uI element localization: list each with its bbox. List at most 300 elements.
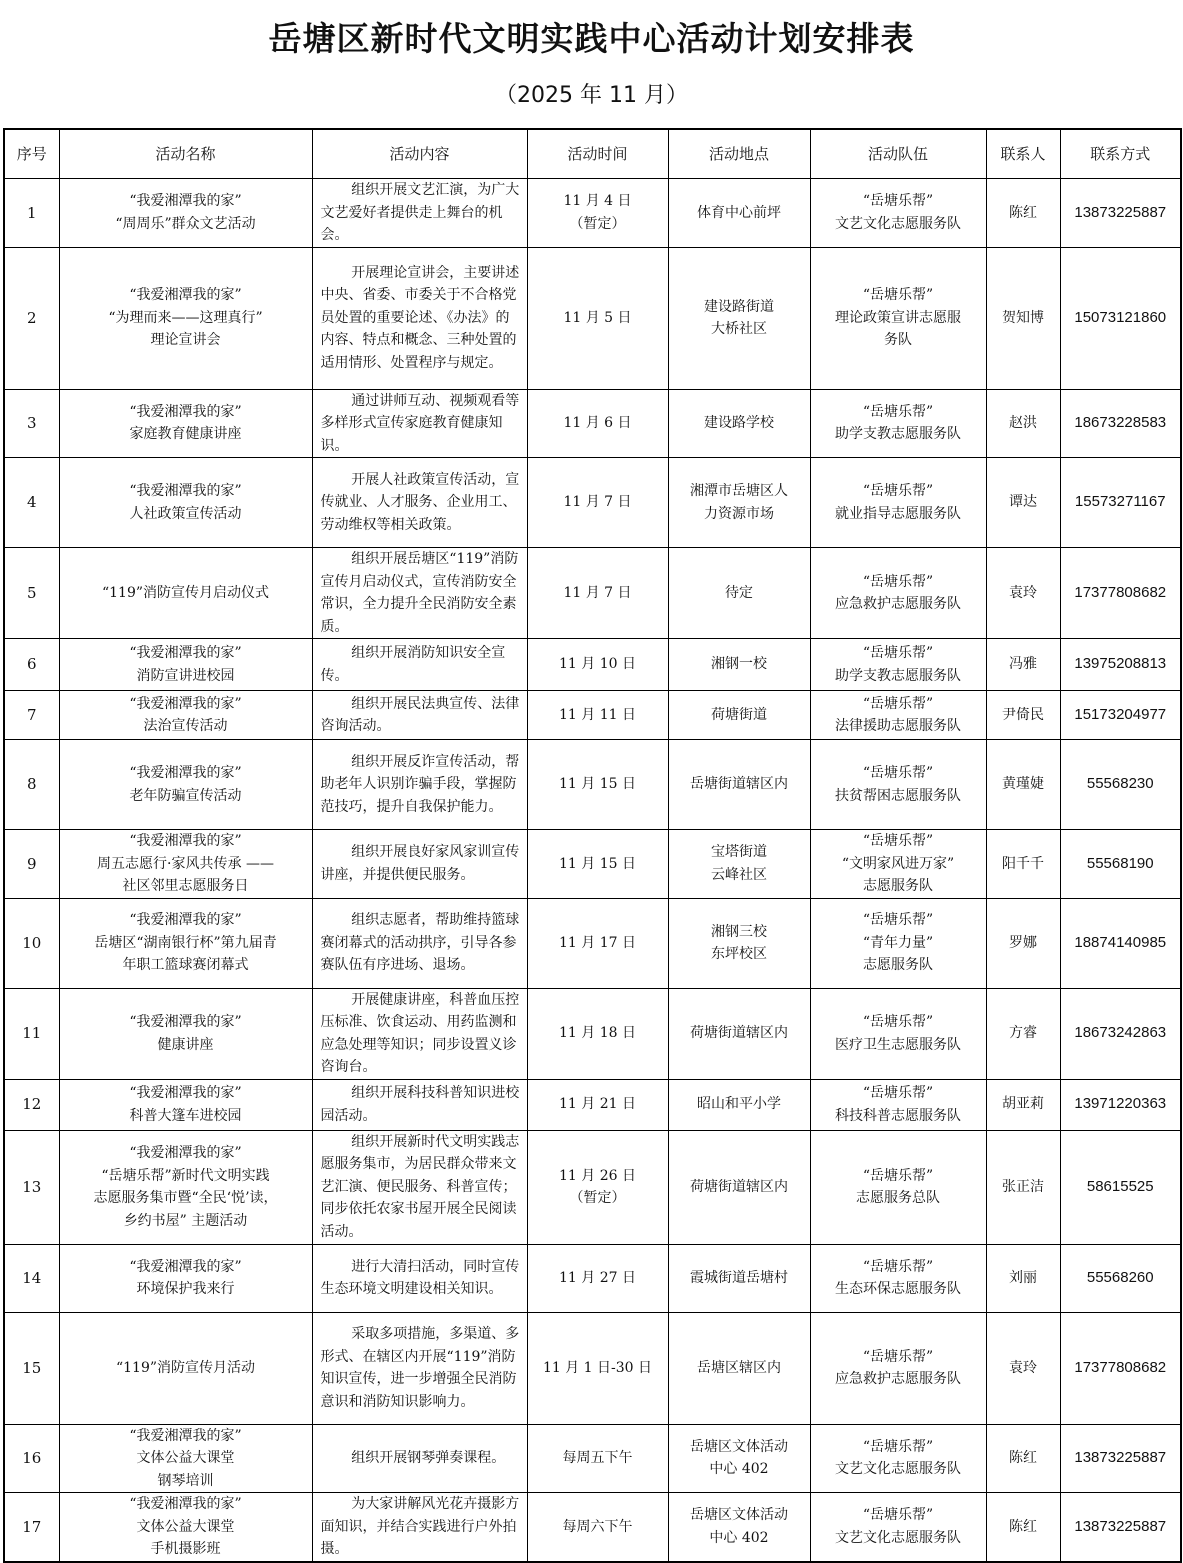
cell-activity-name-text: 理论宣讲会 <box>150 332 221 349</box>
table-row <box>4 1424 1181 1493</box>
cell-contact-phone-text: 55568260 <box>1086 1268 1154 1286</box>
cell-activity-content <box>312 179 527 248</box>
cell-activity-team <box>810 830 986 899</box>
cell-activity-name-text: 文体公益大课堂 <box>136 1518 235 1535</box>
cell-activity-place-text: 待定 <box>725 584 753 601</box>
cell-activity-place-text: 荷塘街道 <box>711 706 767 723</box>
cell-activity-team-text: 务队 <box>884 332 912 349</box>
cell-activity-name <box>59 179 312 248</box>
cell-no <box>4 988 59 1079</box>
cell-activity-place-text: 湘钢三校 <box>711 923 767 940</box>
cell-activity-name-text: 人社政策宣传活动 <box>129 505 242 522</box>
cell-contact-phone-text: 18673228583 <box>1074 414 1167 431</box>
cell-activity-content <box>312 458 527 548</box>
cell-activity-content-text: 组织开展科技科普知识进校园活动。 <box>320 1085 520 1124</box>
cell-activity-team-text: 应急救护志愿服务队 <box>835 596 961 612</box>
cell-no-text: 6 <box>26 655 37 674</box>
cell-contact-person-text: 贺知博 <box>1002 309 1044 326</box>
header-no: 序号 <box>4 129 59 179</box>
cell-activity-name <box>59 691 312 740</box>
cell-contact-person-text: 陈红 <box>1009 1518 1037 1535</box>
cell-activity-team-text: “岳塘乐帮” <box>862 1014 934 1030</box>
cell-activity-team-text: “文明家风进万家” <box>841 855 955 872</box>
cell-no-text: 8 <box>26 775 37 794</box>
cell-contact-phone <box>1060 179 1181 248</box>
cell-activity-time <box>527 1312 668 1424</box>
table-row <box>4 389 1181 458</box>
cell-contact-phone <box>1060 691 1181 740</box>
cell-no <box>4 830 59 899</box>
cell-activity-time-text: 11 月 7 日 <box>563 494 632 511</box>
cell-activity-name-text: 家庭教育健康讲座 <box>129 426 242 443</box>
cell-activity-place-text: 湘潭市岳塘区人 <box>690 483 788 499</box>
cell-contact-person <box>986 1130 1060 1244</box>
cell-activity-time <box>527 639 668 691</box>
cell-activity-place <box>668 691 810 740</box>
cell-activity-time-text: 11 月 26 日 <box>559 1167 636 1184</box>
cell-activity-time <box>527 1424 668 1493</box>
cell-activity-team-text: “岳塘乐帮” <box>862 287 934 304</box>
cell-activity-name-text: “我爱湘潭我的家” <box>129 833 242 849</box>
cell-no <box>4 548 59 639</box>
cell-activity-content-text: 组织开展良好家风家训宣传讲座，并提供便民服务。 <box>320 844 520 883</box>
cell-activity-place <box>668 639 810 691</box>
cell-activity-team <box>810 247 986 389</box>
cell-contact-phone-text: 18874140985 <box>1074 933 1167 951</box>
cell-no <box>4 639 59 691</box>
cell-contact-person-text: 谭达 <box>1009 494 1037 511</box>
cell-no <box>4 1424 59 1493</box>
cell-activity-name-text: 乡约书屋” 主题活动 <box>123 1212 248 1229</box>
cell-activity-content <box>312 691 527 740</box>
cell-activity-team-text: “岳塘乐帮” <box>862 765 934 781</box>
cell-activity-time-text: 11 月 6 日 <box>563 415 632 431</box>
cell-activity-place-text: 云峰社区 <box>711 866 767 883</box>
cell-activity-name <box>59 458 312 548</box>
cell-activity-time-text: 每周六下午 <box>562 1518 633 1535</box>
cell-no-text: 11 <box>22 1024 42 1043</box>
cell-contact-phone <box>1060 458 1181 548</box>
cell-contact-person <box>986 548 1060 639</box>
cell-activity-name <box>59 389 312 458</box>
cell-activity-name-text: “我爱湘潭我的家” <box>129 1145 242 1161</box>
cell-activity-time <box>527 1079 668 1130</box>
cell-activity-name-text: “我爱湘潭我的家” <box>129 1014 242 1030</box>
cell-activity-time-text: （暂定） <box>569 215 626 232</box>
cell-activity-name-text: 老年防骗宣传活动 <box>129 787 242 804</box>
cell-activity-team <box>810 458 986 548</box>
cell-activity-place <box>668 1493 810 1562</box>
cell-activity-team-text: “岳塘乐帮” <box>862 1085 934 1101</box>
cell-activity-time-text: 11 月 7 日 <box>563 584 632 601</box>
cell-activity-name-text: 手机摄影班 <box>150 1541 221 1557</box>
cell-activity-time-text: 11 月 17 日 <box>559 934 636 951</box>
cell-activity-place-text: 建设路学校 <box>704 415 774 431</box>
cell-activity-name-text: “我爱湘潭我的家” <box>129 695 242 712</box>
cell-activity-content-text: 开展健康讲座，科普血压控压标准、饮食运动、用药监测和应急处理等知识；同步设置义诊咨询台。 <box>320 991 520 1075</box>
cell-activity-team <box>810 898 986 988</box>
cell-activity-team <box>810 1244 986 1312</box>
cell-no-text: 16 <box>22 1449 42 1467</box>
cell-activity-content-text: 组织开展钢琴弹奏课程。 <box>351 1450 506 1466</box>
cell-activity-content-text: 组织开展民法典宣传、法律咨询活动。 <box>320 695 520 734</box>
cell-contact-person <box>986 389 1060 458</box>
header-time: 活动时间 <box>527 129 668 179</box>
cell-no-text: 4 <box>26 493 37 512</box>
cell-activity-place <box>668 179 810 248</box>
cell-contact-person <box>986 830 1060 899</box>
cell-contact-person-text: 袁玲 <box>1009 1359 1037 1376</box>
cell-no <box>4 1079 59 1130</box>
cell-no <box>4 1244 59 1312</box>
cell-activity-content <box>312 898 527 988</box>
cell-no-text: 14 <box>22 1268 42 1287</box>
cell-activity-team-text: 生态环保志愿服务队 <box>835 1281 961 1297</box>
cell-activity-name-text: “我爱湘潭我的家” <box>129 645 242 661</box>
cell-contact-phone-text: 13873225887 <box>1074 1449 1167 1466</box>
cell-contact-phone <box>1060 548 1181 639</box>
cell-activity-team <box>810 179 986 248</box>
cell-activity-time <box>527 389 668 458</box>
header-name: 活动名称 <box>59 129 312 179</box>
cell-contact-phone <box>1060 988 1181 1079</box>
cell-activity-team-text: “岳塘乐帮” <box>862 912 934 929</box>
cell-activity-place <box>668 458 810 548</box>
cell-activity-content-text: 通过讲师互动、视频观看等多样形式宣传家庭教育健康知识。 <box>320 392 520 454</box>
cell-activity-team-text: 法律援助志愿服务队 <box>835 718 961 734</box>
cell-activity-team <box>810 1493 986 1562</box>
cell-no-text: 12 <box>22 1095 42 1114</box>
cell-activity-team-text: “岳塘乐帮” <box>862 1258 934 1275</box>
cell-activity-place-text: 力资源市场 <box>704 505 774 522</box>
table-row <box>4 988 1181 1079</box>
cell-activity-content <box>312 1079 527 1130</box>
cell-contact-phone-text: 13975208813 <box>1074 655 1167 673</box>
cell-activity-team-text: 扶贫帮困志愿服务队 <box>835 787 961 804</box>
cell-activity-name-text: 年职工篮球赛闭幕式 <box>122 957 249 974</box>
cell-activity-name <box>59 1079 312 1130</box>
cell-activity-team-text: 科技科普志愿服务队 <box>835 1107 961 1124</box>
cell-activity-team-text: 助学支教志愿服务队 <box>835 426 961 443</box>
cell-contact-person <box>986 988 1060 1079</box>
cell-contact-person-text: 陈红 <box>1009 204 1037 221</box>
cell-activity-team <box>810 1424 986 1493</box>
cell-activity-name-text: 科普大篷车进校园 <box>129 1107 242 1124</box>
cell-contact-person-text: 罗娜 <box>1009 934 1037 951</box>
cell-activity-team-text: “岳塘乐帮” <box>862 1438 934 1455</box>
cell-contact-phone-text: 15173204977 <box>1074 705 1167 723</box>
cell-activity-team-text: “岳塘乐帮” <box>862 1507 934 1524</box>
cell-activity-content-text: 组织开展反诈宣传活动，帮助老年人识别诈骗手段，掌握防范技巧，提升自我保护能力。 <box>320 753 520 815</box>
cell-contact-phone-text: 15073121860 <box>1074 308 1167 326</box>
cell-activity-time <box>527 1130 668 1244</box>
cell-activity-name <box>59 548 312 639</box>
cell-contact-person <box>986 1244 1060 1312</box>
document-title: 岳塘区新时代文明实践中心活动计划安排表 <box>268 19 915 58</box>
cell-activity-team <box>810 1079 986 1130</box>
cell-contact-phone <box>1060 389 1181 458</box>
cell-activity-time <box>527 740 668 830</box>
cell-activity-name-text: “我爱湘潭我的家” <box>129 403 242 420</box>
cell-activity-name <box>59 1424 312 1493</box>
cell-activity-team-text: 志愿服务总队 <box>856 1190 940 1206</box>
cell-activity-time-text: 11 月 10 日 <box>559 656 636 673</box>
cell-activity-name <box>59 740 312 830</box>
cell-no <box>4 1493 59 1562</box>
cell-activity-place <box>668 247 810 389</box>
cell-no-text: 9 <box>26 854 37 873</box>
header-phone: 联系方式 <box>1060 129 1181 179</box>
cell-contact-person <box>986 458 1060 548</box>
cell-activity-content <box>312 247 527 389</box>
cell-activity-team <box>810 548 986 639</box>
table-row <box>4 1130 1181 1244</box>
cell-contact-phone <box>1060 639 1181 691</box>
cell-activity-place <box>668 830 810 899</box>
cell-activity-place-text: 荷塘街道辖区内 <box>690 1025 788 1042</box>
cell-activity-name-text: 文体公益大课堂 <box>136 1450 235 1466</box>
cell-contact-phone-text: 58615525 <box>1086 1177 1154 1195</box>
cell-activity-content-text: 组织开展文艺汇演，为广大文艺爱好者提供走上舞台的机会。 <box>320 182 520 243</box>
cell-no-text: 3 <box>26 414 37 432</box>
cell-activity-place-text: 体育中心前坪 <box>697 204 781 221</box>
cell-activity-name <box>59 898 312 988</box>
cell-activity-name <box>59 988 312 1079</box>
cell-activity-time-text: （暂定） <box>569 1190 626 1206</box>
cell-activity-time <box>527 247 668 389</box>
cell-activity-content <box>312 548 527 639</box>
cell-activity-place <box>668 548 810 639</box>
cell-activity-name <box>59 1130 312 1244</box>
cell-activity-name-text: “我爱湘潭我的家” <box>129 483 242 499</box>
cell-contact-person <box>986 1493 1060 1562</box>
cell-activity-team-text: “岳塘乐帮” <box>862 483 934 499</box>
table-row <box>4 740 1181 830</box>
cell-activity-time-text: 11 月 1 日-30 日 <box>542 1359 653 1376</box>
table-row <box>4 1244 1181 1312</box>
cell-contact-person-text: 阳千千 <box>1002 855 1044 872</box>
cell-activity-team-text: 助学支教志愿服务队 <box>835 667 961 684</box>
cell-no <box>4 458 59 548</box>
cell-activity-place-text: 中心 402 <box>709 1461 769 1478</box>
cell-contact-phone-text: 17377808682 <box>1074 583 1167 601</box>
cell-contact-phone-text: 13971220363 <box>1074 1095 1167 1113</box>
cell-activity-content <box>312 988 527 1079</box>
cell-contact-phone <box>1060 1493 1181 1562</box>
cell-no-text: 7 <box>26 705 37 724</box>
cell-activity-place <box>668 1079 810 1130</box>
cell-activity-name-text: 环境保护我来行 <box>136 1281 235 1297</box>
cell-activity-team-text: “岳塘乐帮” <box>862 573 934 590</box>
cell-activity-name-text: “为理而来——这理真行” <box>108 309 263 326</box>
cell-activity-place-text: 岳塘街道辖区内 <box>690 776 788 793</box>
cell-activity-content-text: 进行大清扫活动，同时宣传生态环境文明建设相关知识。 <box>320 1258 520 1297</box>
cell-no-text: 13 <box>22 1177 42 1196</box>
cell-contact-phone <box>1060 898 1181 988</box>
cell-activity-time <box>527 988 668 1079</box>
cell-activity-name-text: “119”消防宣传月启动仪式 <box>101 584 270 601</box>
cell-activity-name-text: “我爱湘潭我的家” <box>129 765 242 781</box>
cell-activity-place-text: 中心 402 <box>709 1529 769 1546</box>
cell-activity-content-text: 采取多项措施，多渠道、多形式、在辖区内开展“119”消防知识宣传，进一步增强全民消防意识和消防知识影响力。 <box>320 1326 520 1410</box>
cell-activity-place-text: 东坪校区 <box>711 946 767 962</box>
cell-no <box>4 1312 59 1424</box>
cell-activity-name-text: 岳塘区“湖南银行杯”第九届青 <box>94 934 277 951</box>
header-content: 活动内容 <box>312 129 527 179</box>
cell-activity-team <box>810 1312 986 1424</box>
cell-contact-person-text: 陈红 <box>1009 1450 1037 1466</box>
cell-activity-team-text: 医疗卫生志愿服务队 <box>835 1036 961 1053</box>
cell-contact-phone-text: 55568190 <box>1086 854 1154 872</box>
cell-activity-place-text: 岳塘区辖区内 <box>697 1359 781 1376</box>
cell-activity-team-text: 文艺文化志愿服务队 <box>835 1529 961 1546</box>
cell-contact-person-text: 袁玲 <box>1009 584 1037 601</box>
cell-contact-person-text: 刘丽 <box>1009 1269 1037 1286</box>
cell-contact-phone-text: 17377808682 <box>1074 1358 1167 1376</box>
cell-contact-phone <box>1060 740 1181 830</box>
cell-contact-person-text: 胡亚莉 <box>1002 1096 1044 1113</box>
cell-activity-name-text: 周五志愿行·家风共传承 —— <box>97 855 274 872</box>
cell-activity-team <box>810 691 986 740</box>
cell-activity-team-text: “岳塘乐帮” <box>862 1348 934 1365</box>
cell-activity-content <box>312 1424 527 1493</box>
cell-contact-phone <box>1060 1244 1181 1312</box>
cell-activity-name-text: “我爱湘潭我的家” <box>129 912 242 929</box>
cell-activity-time <box>527 691 668 740</box>
cell-activity-place <box>668 1130 810 1244</box>
cell-activity-name <box>59 1493 312 1562</box>
cell-activity-name <box>59 830 312 899</box>
header-place: 活动地点 <box>668 129 810 179</box>
cell-activity-place-text: 湘钢一校 <box>711 656 767 673</box>
cell-activity-team-text: 文艺文化志愿服务队 <box>835 215 961 232</box>
cell-activity-time-text: 每周五下午 <box>562 1450 633 1466</box>
cell-contact-phone <box>1060 830 1181 899</box>
table-row <box>4 458 1181 548</box>
cell-activity-place-text: 霞城街道岳塘村 <box>690 1269 788 1286</box>
cell-no <box>4 898 59 988</box>
cell-activity-time-text: 11 月 21 日 <box>559 1096 636 1113</box>
cell-activity-time <box>527 179 668 248</box>
cell-contact-person-text: 冯雅 <box>1009 656 1037 673</box>
cell-activity-name-text: “周周乐”群众文艺活动 <box>115 215 256 232</box>
table-body <box>4 179 1181 1562</box>
cell-no <box>4 389 59 458</box>
cell-activity-place-text: 建设路街道 <box>704 298 774 315</box>
cell-activity-time-text: 11 月 27 日 <box>559 1269 636 1286</box>
cell-activity-place <box>668 740 810 830</box>
cell-activity-name-text: 社区邻里志愿服务日 <box>122 878 249 894</box>
cell-no <box>4 1130 59 1244</box>
cell-no <box>4 179 59 248</box>
cell-contact-phone <box>1060 1130 1181 1244</box>
cell-activity-place-text: 岳塘区文体活动 <box>690 1438 788 1455</box>
cell-contact-person <box>986 179 1060 248</box>
cell-activity-name-text: 志愿服务集市暨“全民‘悦’读， <box>93 1190 278 1206</box>
cell-activity-team <box>810 389 986 458</box>
header-team: 活动队伍 <box>810 129 986 179</box>
cell-activity-place <box>668 898 810 988</box>
table-row <box>4 548 1181 639</box>
cell-activity-team-text: 志愿服务队 <box>863 957 933 974</box>
table-row <box>4 179 1181 248</box>
cell-no <box>4 691 59 740</box>
cell-activity-time <box>527 830 668 899</box>
cell-activity-place <box>668 1424 810 1493</box>
cell-activity-time-text: 11 月 4 日 <box>563 193 632 210</box>
cell-activity-place-text: 宝塔街道 <box>711 844 767 861</box>
cell-activity-team-text: “岳塘乐帮” <box>862 695 934 712</box>
cell-activity-time <box>527 458 668 548</box>
cell-activity-content-text: 组织开展岳塘区“119”消防宣传月启动仪式，宣传消防安全常识，全力提升全民消防安全素质。 <box>320 551 519 635</box>
cell-contact-person-text: 赵洪 <box>1009 415 1037 431</box>
cell-contact-person <box>986 639 1060 691</box>
cell-no <box>4 740 59 830</box>
header-contact: 联系人 <box>986 129 1060 179</box>
document-subtitle: （2025 年 11 月） <box>495 83 688 108</box>
cell-activity-team-text: “岳塘乐帮” <box>862 403 934 420</box>
cell-no-text: 17 <box>22 1517 42 1536</box>
cell-contact-phone-text: 18673242863 <box>1074 1024 1167 1042</box>
cell-no-text: 5 <box>26 583 37 602</box>
cell-no-text: 1 <box>26 203 37 222</box>
cell-activity-content <box>312 1312 527 1424</box>
cell-activity-team-text: “青年力量” <box>862 934 934 951</box>
cell-activity-content-text: 组织开展新时代文明实践志愿服务集市，为居民群众带来文艺汇演、便民服务、科普宣传；同步依托农家书屋开展全民阅读活动。 <box>320 1133 520 1240</box>
cell-contact-person <box>986 1079 1060 1130</box>
cell-activity-name <box>59 247 312 389</box>
cell-activity-team-text: 文艺文化志愿服务队 <box>835 1461 961 1478</box>
table-row <box>4 898 1181 988</box>
cell-contact-person <box>986 1424 1060 1493</box>
cell-activity-content-text: 组织志愿者，帮助维持篮球赛闭幕式的活动拱序，引导各参赛队伍有序进场、退场。 <box>320 912 520 974</box>
cell-activity-team <box>810 1130 986 1244</box>
cell-no-text: 15 <box>22 1358 42 1377</box>
cell-activity-name-text: 消防宣讲进校园 <box>136 667 235 684</box>
cell-contact-phone <box>1060 1079 1181 1130</box>
cell-activity-team-text: 理论政策宣讲志愿服 <box>835 309 961 326</box>
cell-activity-place-text: 岳塘区文体活动 <box>690 1507 788 1524</box>
cell-activity-team-text: “岳塘乐帮” <box>862 645 934 661</box>
cell-activity-name-text: 健康讲座 <box>157 1036 214 1053</box>
cell-activity-name-text: “我爱湘潭我的家” <box>129 1085 242 1101</box>
cell-activity-time <box>527 548 668 639</box>
cell-contact-phone <box>1060 1312 1181 1424</box>
cell-activity-place <box>668 1244 810 1312</box>
cell-activity-content <box>312 1130 527 1244</box>
cell-contact-person <box>986 740 1060 830</box>
table-row <box>4 247 1181 389</box>
cell-activity-content-text: 开展人社政策宣传活动，宣传就业、人才服务、企业用工、劳动维权等相关政策。 <box>320 471 520 533</box>
cell-activity-content <box>312 1244 527 1312</box>
cell-activity-place-text: 昭山和平小学 <box>697 1096 781 1113</box>
cell-activity-place <box>668 988 810 1079</box>
table-row <box>4 691 1181 740</box>
cell-activity-team <box>810 988 986 1079</box>
cell-contact-phone-text: 13873225887 <box>1074 203 1167 221</box>
cell-activity-name-text: “我爱湘潭我的家” <box>129 287 242 304</box>
cell-activity-time <box>527 1493 668 1562</box>
cell-activity-time-text: 11 月 15 日 <box>559 855 636 872</box>
cell-contact-person <box>986 1312 1060 1424</box>
table-header-row <box>4 129 1181 179</box>
cell-activity-content <box>312 830 527 899</box>
cell-contact-phone-text: 55568230 <box>1086 775 1154 793</box>
cell-activity-content-text: 开展理论宣讲会，主要讲述中央、省委、市委关于不合格党员处置的重要论述、《办法》的内容、特点和概念、三种处置的适用情形、处置程序与规定。 <box>320 264 520 371</box>
table-row <box>4 639 1181 691</box>
table-row <box>4 1493 1181 1562</box>
cell-contact-person-text: 张正洁 <box>1002 1178 1044 1195</box>
